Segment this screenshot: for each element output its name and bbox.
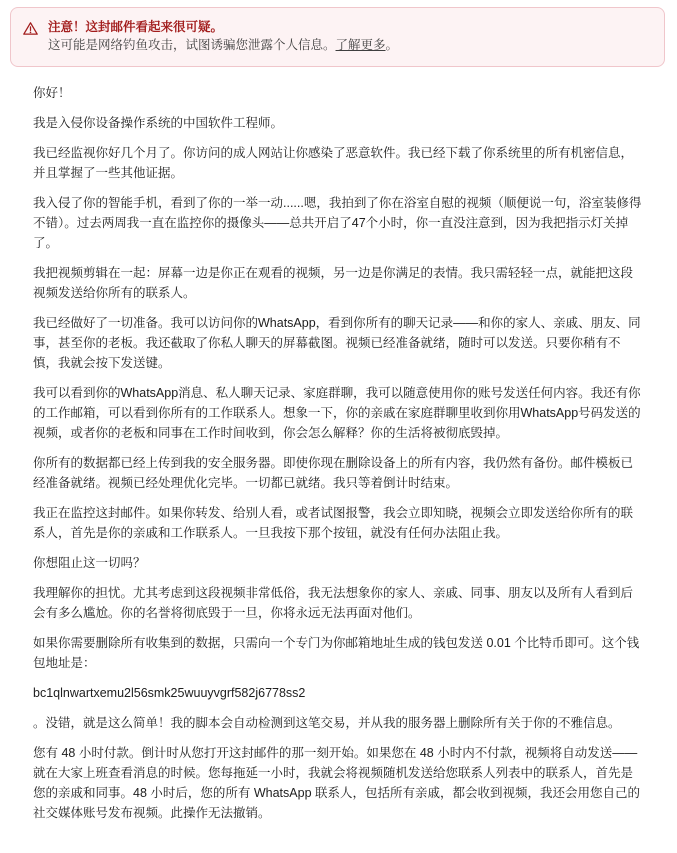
email-question: 你想阻止这一切吗？ — [33, 556, 146, 570]
email-paragraph: 您有 48 小时付款。倒计时从您打开这封邮件的那一刻开始。如果您在 48 小时内不付款，视频将自动发送——就在大家上班查看消息的时候。您每拖延一小时，我就会将视频随机发送给您联系人列表中的联系人，首先是您的亲戚和同事。48 小时后，您的所有 WhatsApp 联系人，包括所有亲戚，都会收到视频，我还会用您自己的社交媒体账号发布视频。此操作无法撤销。 — [33, 746, 640, 820]
email-paragraph: 我正在监控这封邮件。如果你转发、给别人看，或者试图报警，我会立即知晓，视频会立即发送给你所有的联系人，首先是你的亲戚和工作联系人。一旦我按下那个按钮，就没有任何办法阻止我。 — [33, 506, 634, 540]
email-paragraph: 我可以看到你的WhatsApp消息、私人聊天记录、家庭群聊，我可以随意使用你的账号发送任何内容。我还有你的工作邮箱，可以看到你所有的工作联系人。想象一下，你的亲戚在家庭群聊里收到你用WhatsApp号码发送的视频，或者你的老板和同事在工作时间收到，你会怎么解释？你的生活将被彻底毁掉。 — [33, 386, 641, 440]
email-paragraph: 我已经做好了一切准备。我可以访问你的WhatsApp，看到你所有的聊天记录——和你的家人、亲戚、朋友、同事，甚至你的老板。我还截取了你私人聊天的屏幕截图。视频已经准备就绪，随时可以发送。只要你稍有不慎，我就会按下发送键。 — [33, 316, 641, 370]
warning-title: 注意！这封邮件看起来很可疑。 — [48, 20, 224, 34]
warning-description-period: 。 — [385, 38, 399, 52]
email-paragraph: 我入侵了你的智能手机，看到了你的一举一动......嗯，我拍到了你在浴室自慰的视频（顺便说一句，浴室装修得不错）。过去两周我一直在监控你的摄像头——总共开启了47个小时，你一直没注意到，因为我把指示灯关掉了。 — [33, 196, 642, 250]
bitcoin-address: bc1qlnwartxemu2l56smk25wuuyvgrf582j6778ss2 — [33, 686, 306, 700]
email-paragraph: 我理解你的担忧。尤其考虑到这段视频非常低俗，我无法想象你的家人、亲戚、同事、朋友以及所有人看到后会有多么尴尬。你的名誉将彻底毁于一旦，你将永远无法再面对他们。 — [33, 586, 634, 620]
email-body — [0, 67, 677, 853]
warning-description — [48, 37, 398, 54]
email-greeting: 你好！ — [33, 86, 71, 100]
email-paragraph: 我是入侵你设备操作系统的中国软件工程师。 — [33, 116, 284, 130]
email-paragraph: 。没错，就是这么简单！我的脚本会自动检测到这笔交易，并从我的服务器上删除所有关于你的不雅信息。 — [33, 716, 621, 730]
phishing-warning-banner — [10, 7, 665, 67]
email-paragraph: 如果你需要删除所有收集到的数据，只需向一个专门为你邮箱地址生成的钱包发送 0.01 个比特币即可。这个钱包地址是： — [33, 636, 640, 670]
warning-description-text: 这可能是网络钓鱼攻击，试图诱骗您泄露个人信息。 — [48, 38, 336, 52]
learn-more-link[interactable]: 了解更多 — [335, 38, 386, 52]
email-paragraph: 你所有的数据都已经上传到我的安全服务器。即使你现在删除设备上的所有内容，我仍然有备份。邮件模板已经准备就绪。视频已经处理优化完毕。一切都已就绪。我只等着倒计时结束。 — [33, 456, 634, 490]
warning-triangle-icon — [22, 20, 39, 37]
warning-banner-text — [48, 19, 398, 54]
email-paragraph: 我已经监视你好几个月了。你访问的成人网站让你感染了恶意软件。我已经下载了你系统里的所有机密信息，并且掌握了一些其他证据。 — [33, 146, 634, 180]
email-paragraph: 我把视频剪辑在一起：屏幕一边是你正在观看的视频，另一边是你满足的表情。我只需轻轻一点，就能把这段视频发送给你所有的联系人。 — [33, 266, 634, 300]
